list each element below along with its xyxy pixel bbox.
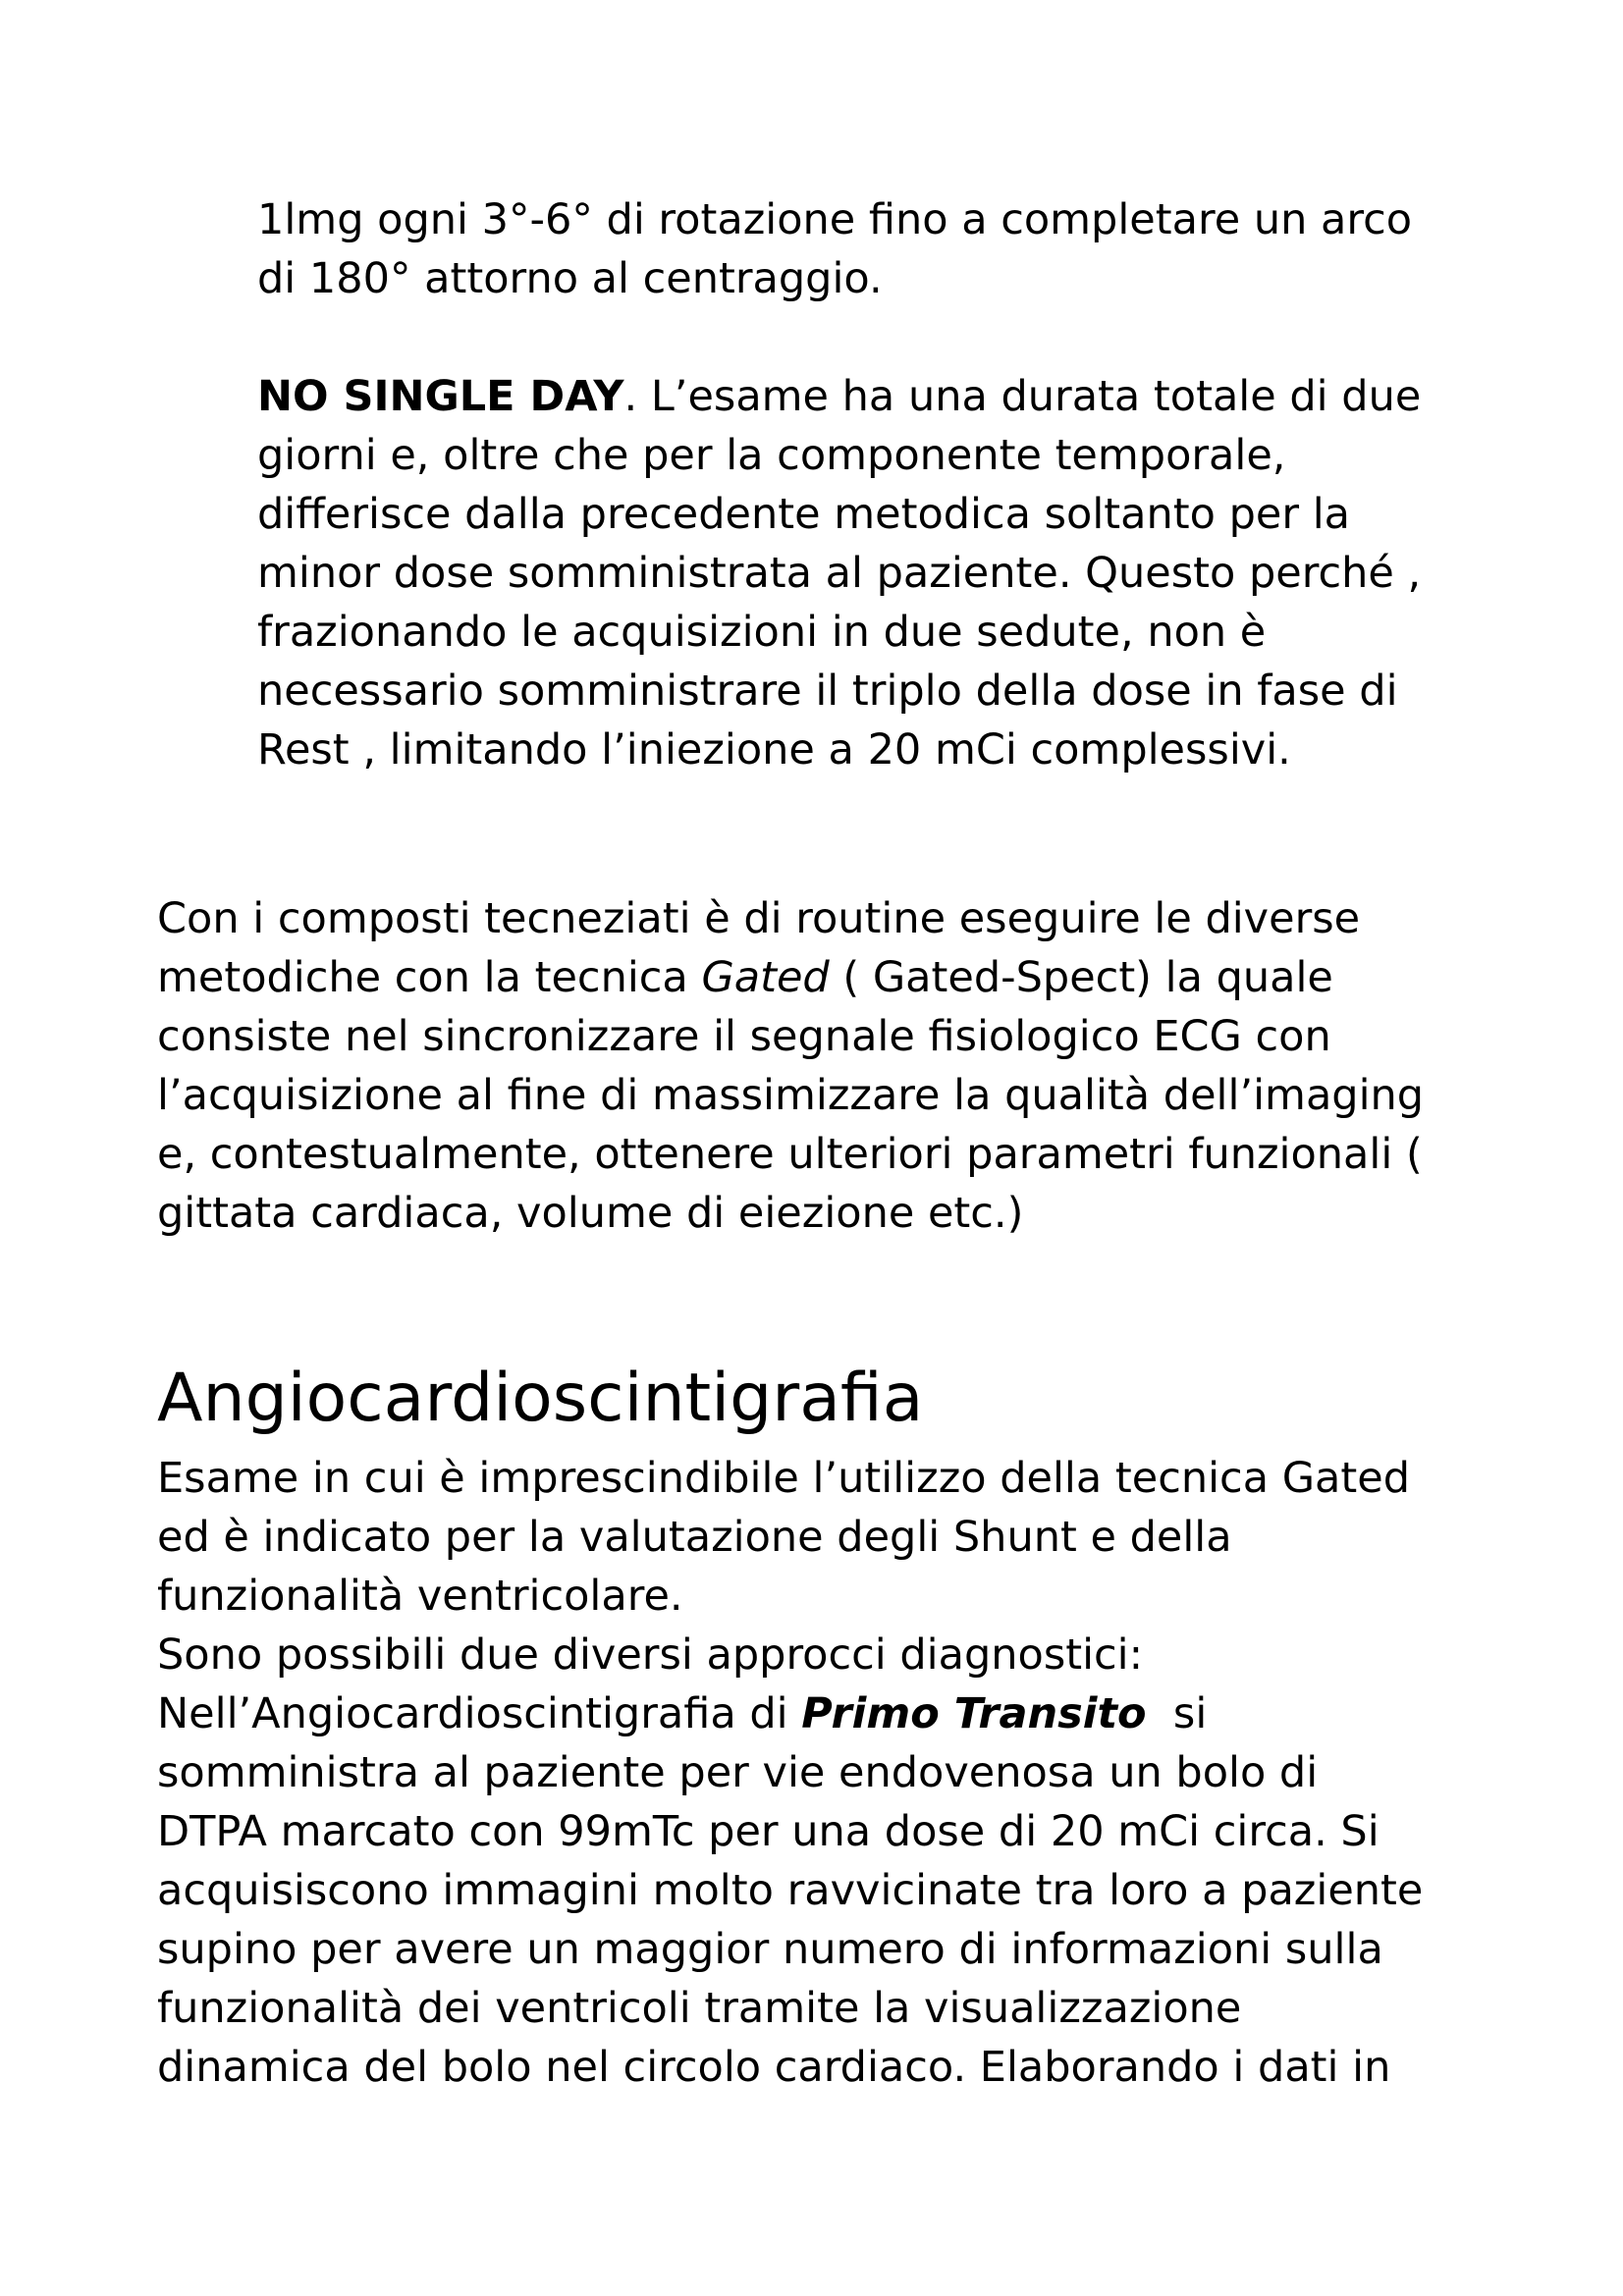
text-line: minor dose somministrata al paziente. Questo perché ,	[257, 549, 1422, 598]
text-line: DTPA marcato con 99mTc per una dose di 20 mCi circa. Si	[157, 1807, 1380, 1856]
bold-term-no-single-day: NO SINGLE DAY	[257, 372, 624, 421]
text-run: . L’esame ha una durata totale di due	[623, 372, 1422, 421]
text-run: metodiche con la tecnica	[157, 953, 702, 1002]
text-line: ed è indicato per la valutazione degli Shunt e della	[157, 1513, 1232, 1562]
text-run: Nell’Angiocardioscintigrafia di	[157, 1689, 802, 1738]
paragraph-gated-technique	[157, 889, 1424, 1243]
text-line: Rest , limitando l’iniezione a 20 mCi complessivi.	[257, 725, 1291, 774]
text-run: ( Gated-Spect) la quale	[829, 953, 1333, 1002]
text-line: acquisiscono immagini molto ravvicinate tra loro a paziente	[157, 1866, 1424, 1915]
text-line: funzionalità dei ventricoli tramite la visualizzazione	[157, 1984, 1242, 2033]
text-line: 1lmg ogni 3°-6° di rotazione fino a completare un arco	[257, 195, 1413, 244]
text-line: gittata cardiaca, volume di eiezione etc.)	[157, 1189, 1024, 1238]
text-line: dinamica del bolo nel circolo cardiaco. Elaborando i dati in	[157, 2043, 1391, 2092]
text-line: Sono possibili due diversi approcci diagnostici:	[157, 1630, 1144, 1680]
text-line: funzionalità ventricolare.	[157, 1572, 683, 1621]
text-line: necessario somministrare il triplo della dose in fase di	[257, 667, 1398, 716]
text-line: somministra al paziente per vie endovenosa un bolo di	[157, 1748, 1319, 1797]
text-line: supino per avere un maggior numero di informazioni sulla	[157, 1925, 1383, 1974]
text-line: e, contestualmente, ottenere ulteriori parametri funzionali (	[157, 1130, 1423, 1179]
text-line: differisce dalla precedente metodica soltanto per la	[257, 490, 1351, 539]
text-line: di 180° attorno al centraggio.	[257, 254, 883, 303]
text-line	[157, 948, 1424, 1007]
bold-italic-term-primo-transito: Primo Transito	[801, 1689, 1147, 1738]
text-line: giorni e, oltre che per la componente temporale,	[257, 431, 1286, 480]
paragraph-dose-rotation	[257, 190, 1412, 308]
paragraph-no-single-day	[257, 367, 1421, 779]
text-line	[157, 1684, 1423, 1743]
italic-term-gated: Gated	[701, 953, 830, 1002]
text-line: frazionando le acquisizioni in due sedute, non è	[257, 608, 1267, 657]
text-line: l’acquisizione al fine di massimizzare la qualità dell’imaging	[157, 1071, 1425, 1120]
section-heading: Angiocardioscintigrafia	[157, 1360, 924, 1437]
text-line: Con i composti tecneziati è di routine eseguire le diverse	[157, 894, 1361, 943]
text-line: Esame in cui è imprescindibile l’utilizzo della tecnica Gated	[157, 1454, 1410, 1503]
paragraph-angiocardioscintigrafia	[157, 1449, 1423, 2097]
text-line: consiste nel sincronizzare il segnale fisiologico ECG con	[157, 1012, 1331, 1061]
text-run: si	[1146, 1689, 1208, 1738]
text-line	[257, 367, 1421, 426]
